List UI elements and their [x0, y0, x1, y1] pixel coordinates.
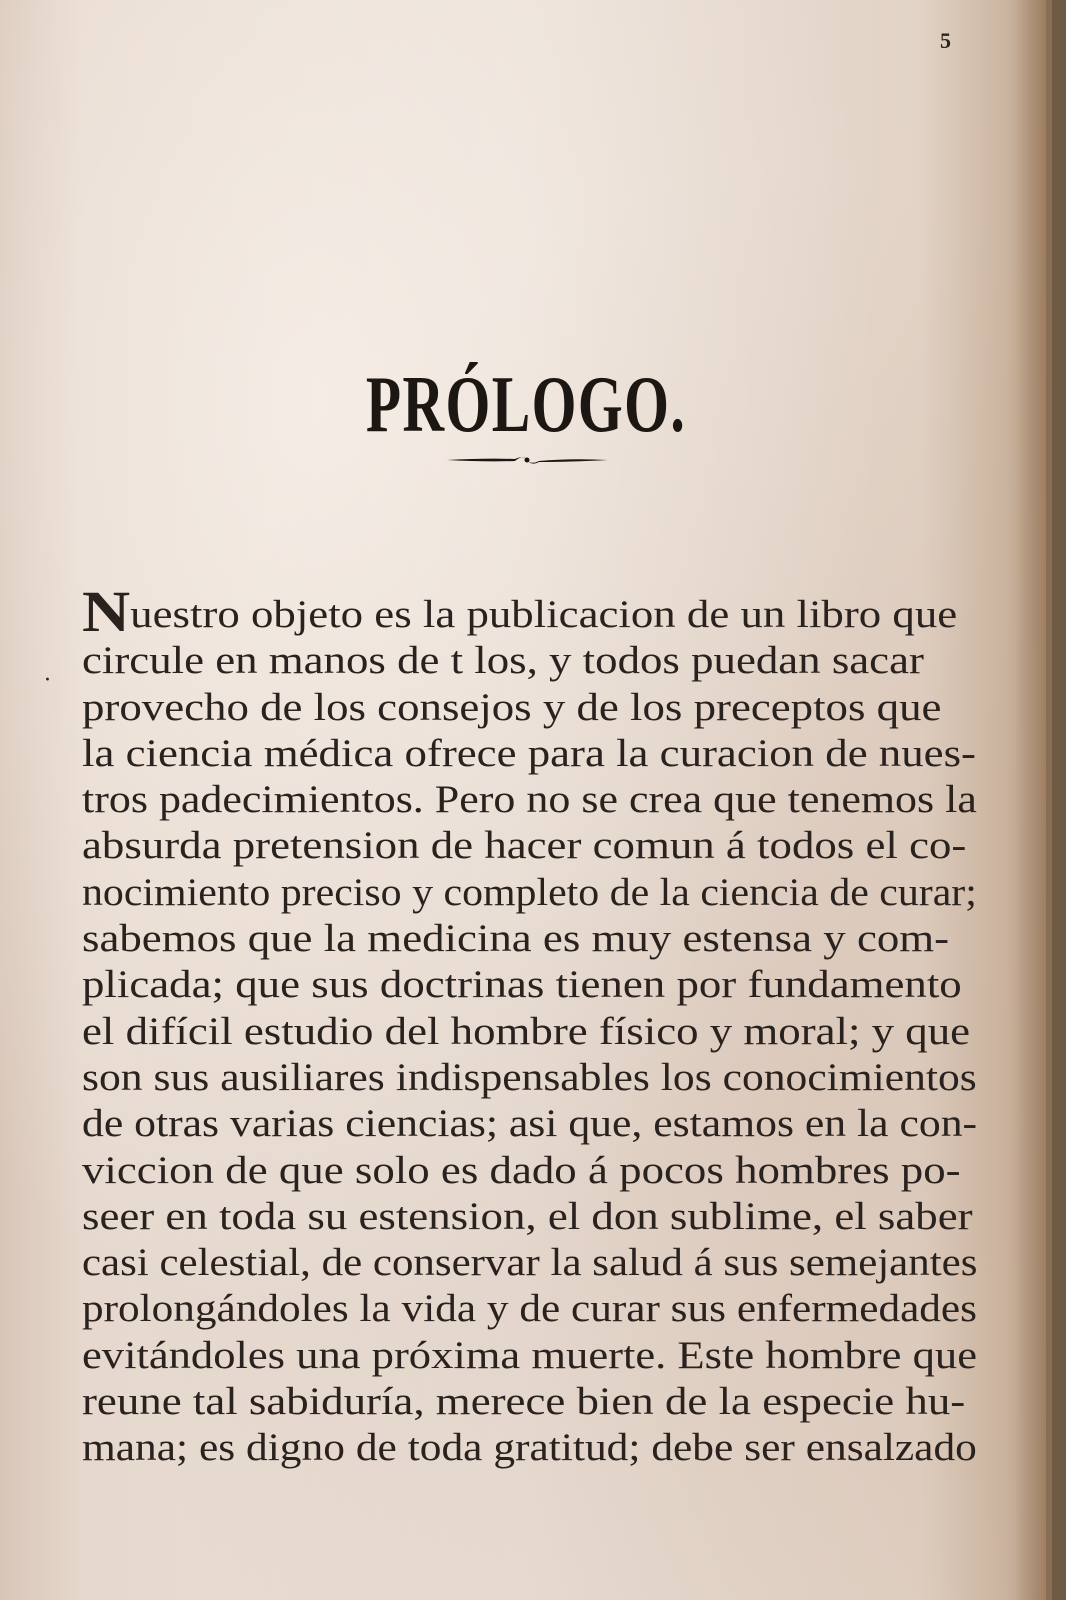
title-ornament-divider: [445, 452, 610, 468]
text-line-9: plicada; que sus doctrinas tienen por fundamento: [82, 963, 962, 1007]
text-line-15: casi celestial, de conservar la salud á sus semejantes: [82, 1241, 978, 1285]
text-line-3: provecho de los consejos y de los preceptos que: [82, 685, 942, 729]
prologue-body: [82, 579, 978, 1472]
text-line-12: de otras varias ciencias; asi que, estamos en la con-: [82, 1102, 978, 1146]
text-line-13: viccion de que solo es dado á pocos hombres po-: [82, 1148, 961, 1192]
text-line-7: nocimiento preciso y completo de la ciencia de curar;: [82, 870, 977, 914]
text-line-4: la ciencia médica ofrece para la curacion de nues-: [82, 731, 976, 775]
bleed-through-text: [70, 70, 970, 118]
text-line-11: son sus ausiliares indispensables los conocimientos: [82, 1055, 977, 1099]
text-line-14: seer en toda su estension, el don sublime, el saber: [82, 1194, 973, 1238]
text-line-16: prolongándoles la vida y de curar sus enfermedades: [82, 1287, 977, 1331]
text-line-17: evitándoles una próxima muerte. Este hombre que: [82, 1333, 977, 1377]
drop-cap: N: [82, 579, 131, 644]
text-line-5: tros padecimientos. Pero no se crea que tenemos la: [82, 778, 977, 822]
text-line-18: reune tal sabiduría, merece bien de la especie hu-: [82, 1380, 966, 1424]
text-line-19: mana; es digno de toda gratitud; debe ser ensalzado: [82, 1426, 977, 1470]
text-line-2: circule en manos de t los, y todos puedan sacar: [82, 639, 924, 683]
page-title: PRÓLOGO.: [365, 361, 687, 449]
page-number: 5: [940, 28, 951, 53]
text-line-10: el difícil estudio del hombre físico y moral; y que: [82, 1009, 971, 1053]
text-line-6: absurda pretension de hacer comun á todos el co-: [82, 824, 967, 868]
text-line-8: sabemos que la medicina es muy estensa y com-: [82, 917, 950, 961]
text-line-1: Nuestro objeto es la publicacion de un libro que: [82, 579, 958, 644]
margin-dot-mark: ·: [44, 668, 51, 693]
